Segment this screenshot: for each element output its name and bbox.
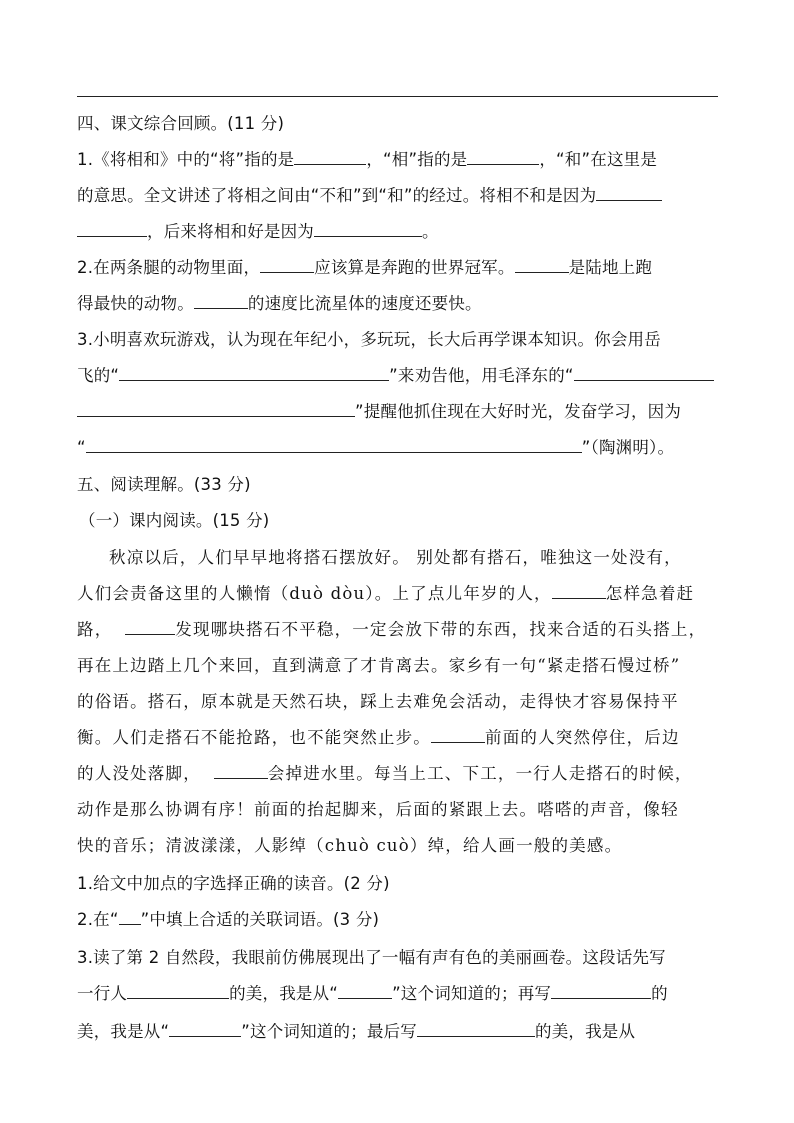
answer-blank[interactable] — [596, 185, 662, 201]
answer-blank[interactable] — [86, 437, 582, 453]
q3-line4: “ ”（陶渊明）。 — [77, 438, 675, 457]
answer-blank[interactable] — [574, 365, 714, 381]
q1-line3: ，后来将相和好是因为 。 — [77, 220, 727, 244]
answer-blank[interactable] — [551, 983, 651, 999]
passage-line: 的俗语。搭石，原本就是天然石块，踩上去难免会活动，走得快才容易保持平 — [77, 692, 679, 711]
passage-line: 衡。人们走搭石不能抢路，也不能突然止步。 前面的人突然停住，后边 — [77, 728, 680, 747]
passage-line: 快的音乐；清波漾漾，人影绰（chuò cuò）绰，给人画一般的美感。 — [77, 836, 623, 855]
q1-line1: 1.《将相和》中的“将”指的是 ，“相”指的是 ，“和”在这里是 — [77, 150, 658, 169]
answer-blank[interactable] — [214, 763, 268, 779]
answer-blank[interactable] — [260, 257, 314, 273]
answer-blank[interactable] — [119, 909, 141, 925]
q3-line3: ”提醒他抓住现在大好时光，发奋学习，因为 — [77, 400, 727, 424]
top-rule — [77, 96, 718, 97]
reading-q3-line3: 美，我是从“ ”这个词知道的；最后写 的美，我是从 — [77, 1022, 636, 1041]
q2-line1: 2.在两条腿的动物里面， 应该算是奔跑的世界冠军。 是陆地上跑 — [77, 258, 653, 277]
answer-blank[interactable] — [294, 149, 366, 165]
section5-sub1: （一）课内阅读。(15 分) — [79, 511, 270, 530]
passage-line: 再在上边踏上几个来回，直到满意了才肯离去。家乡有一句“紧走搭石慢过桥” — [77, 656, 681, 675]
answer-blank[interactable] — [127, 983, 229, 999]
reading-q3-line1: 3.读了第 2 自然段，我眼前仿佛展现出了一幅有声有色的美丽画卷。这段话先写 — [77, 948, 666, 967]
section4-heading: 四、课文综合回顾。(11 分) — [77, 114, 285, 133]
answer-blank[interactable] — [552, 583, 606, 599]
answer-blank[interactable] — [417, 1021, 535, 1037]
q3-line2: 飞的“ ”来劝告他，用毛泽东的“ — [77, 364, 727, 388]
answer-blank[interactable] — [338, 983, 392, 999]
section5-heading: 五、阅读理解。(33 分) — [77, 475, 251, 494]
q3-line1: 3.小明喜欢玩游戏，认为现在年纪小，多玩玩，长大后再学课本知识。你会用岳 — [77, 330, 661, 349]
answer-blank[interactable] — [515, 257, 569, 273]
q1-line2: 的意思。全文讲述了将相之间由“不和”到“和”的经过。将相不和是因为 — [77, 184, 727, 208]
reading-q1: 1.给文中加点的字选择正确的读音。(2 分) — [77, 874, 390, 893]
answer-blank[interactable] — [314, 221, 422, 237]
answer-blank[interactable] — [77, 221, 147, 237]
reading-q2: 2.在“ ”中填上合适的关联词语。(3 分) — [77, 910, 380, 929]
passage-line: 人们会责备这里的人懒惰（duò dòu）。上了点儿年岁的人， 怎样急着赶 — [77, 584, 695, 603]
q2-line2: 得最快的动物。 的速度比流星体的速度还要快。 — [77, 294, 482, 313]
passage-line: 路， 发现哪块搭石不平稳，一定会放下带的东西，找来合适的石头搭上， — [77, 620, 707, 639]
passage-line: 动作是那么协调有序！前面的抬起脚来，后面的紧跟上去。嗒嗒的声音，像轻 — [77, 800, 679, 819]
answer-blank[interactable] — [125, 619, 175, 635]
answer-blank[interactable] — [77, 401, 355, 417]
passage-line: 秋凉以后，人们早早地将搭石摆放好。 别处都有搭石，唯独这一处没有， — [109, 548, 682, 567]
answer-blank[interactable] — [194, 293, 248, 309]
answer-blank[interactable] — [119, 365, 389, 381]
answer-blank[interactable] — [467, 149, 539, 165]
answer-blank[interactable] — [431, 727, 485, 743]
passage-line: 的人没处落脚， 会掉进水里。每当上工、下工，一行人走搭石的时候， — [77, 764, 693, 783]
answer-blank[interactable] — [169, 1021, 241, 1037]
reading-q3-line2: 一行人 的美，我是从“ ”这个词知道的；再写 的 — [77, 984, 668, 1003]
